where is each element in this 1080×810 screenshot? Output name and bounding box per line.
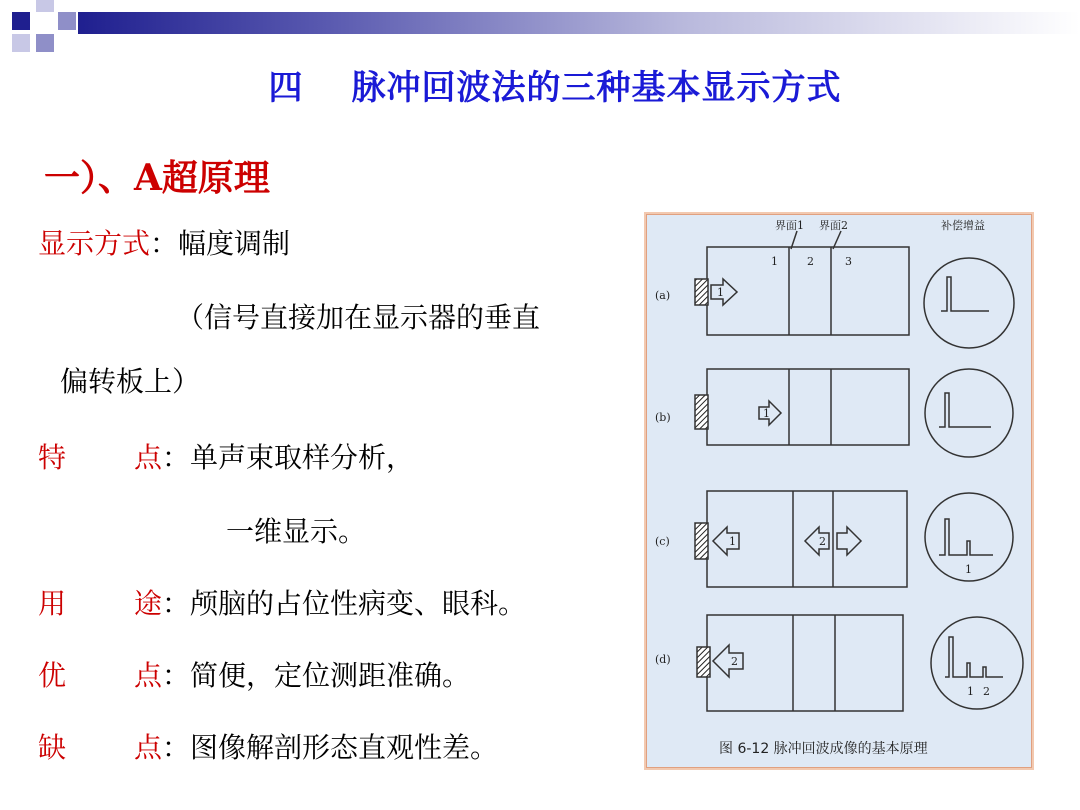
zone2-label: 2	[807, 255, 814, 268]
echo-c-label: 1	[965, 563, 972, 576]
deco-gradient-bar	[78, 12, 1080, 34]
echo-d1-label: 1	[967, 685, 974, 698]
echo-d2-label: 2	[983, 685, 990, 698]
disadvantage-label-a: 缺	[38, 731, 67, 764]
display-screen	[925, 369, 1013, 457]
echo-trace	[941, 277, 989, 311]
echo-trace	[945, 637, 1003, 677]
deco-square	[58, 12, 76, 30]
arrow-d-label: 2	[731, 655, 738, 668]
deco-square	[36, 34, 54, 52]
advantage-colon: ：	[162, 659, 191, 692]
zone1-label: 1	[771, 255, 778, 268]
display-colon: ：	[150, 227, 179, 260]
features-line2: 一维显示。	[226, 515, 367, 548]
row-b-label: (b)	[655, 411, 671, 424]
usage-label-b: 途	[134, 587, 163, 620]
display-screen	[924, 258, 1014, 348]
title-text: 脉冲回波法的三种基本显示方式	[351, 68, 842, 108]
row-d-label: (d)	[655, 653, 671, 666]
usage-value: 颅脑的占位性病变、眼科。	[190, 587, 527, 620]
display-label: 显示方式	[38, 227, 151, 260]
deco-square	[12, 12, 30, 30]
disadvantage-line	[38, 726, 498, 766]
usage-line	[38, 582, 526, 622]
deco-square	[12, 34, 30, 52]
usage-colon: ：	[162, 587, 191, 620]
display-value: 幅度调制	[178, 227, 291, 260]
a-mode-diagram	[647, 215, 1031, 767]
features-line	[38, 436, 414, 476]
display-screen	[931, 617, 1023, 709]
transducer	[695, 279, 708, 305]
page-title	[0, 60, 1080, 109]
disadvantage-label-b: 点	[134, 731, 163, 764]
features-label-a: 特	[38, 441, 67, 474]
advantage-line	[38, 654, 470, 694]
usage-label-a: 用	[38, 587, 67, 620]
interface2-label: 界面2	[819, 219, 848, 232]
features-line1: 单声束取样分析，	[190, 441, 415, 474]
features-colon: ：	[162, 441, 191, 474]
section-heading: 一）、A超原理	[44, 157, 270, 199]
display-note-1: （信号直接加在显示器的垂直	[176, 301, 541, 334]
disadvantage-value: 图像解剖形态直观性差。	[190, 731, 499, 764]
transducer	[695, 523, 708, 559]
disadvantage-colon: ：	[162, 731, 191, 764]
decorative-header	[0, 0, 1080, 60]
display-note-2: 偏转板上）	[60, 365, 201, 398]
advantage-label-b: 点	[134, 659, 163, 692]
interface1-label: 界面1	[775, 219, 804, 232]
gain-label: 补偿增益	[941, 219, 985, 232]
pulse-arrow-left	[713, 645, 743, 677]
features-label-b: 点	[134, 441, 163, 474]
advantage-label-a: 优	[38, 659, 67, 692]
medium-box	[707, 369, 909, 445]
transducer	[695, 395, 708, 429]
advantage-value: 简便，定位测距准确。	[190, 659, 471, 692]
arrow-b-label: 1	[763, 407, 770, 420]
row-c-label: (c)	[655, 535, 670, 548]
arrow-c-left-label: 1	[729, 535, 736, 548]
display-line	[38, 222, 290, 262]
deco-square	[36, 0, 54, 12]
pulse-arrow-right	[837, 527, 861, 555]
zone3-label: 3	[845, 255, 852, 268]
echo-trace	[939, 393, 991, 427]
row-a-label: (a)	[655, 289, 671, 302]
transducer	[697, 647, 710, 677]
echo-trace	[939, 519, 993, 555]
arrow-c-mid-label: 2	[819, 535, 826, 548]
figure-caption: 图 6-12 脉冲回波成像的基本原理	[719, 741, 928, 757]
arrow-a-label: 1	[717, 286, 724, 299]
pulse-arrow-right	[711, 279, 737, 305]
title-number: 四	[268, 68, 304, 108]
a-mode-figure	[646, 214, 1032, 768]
